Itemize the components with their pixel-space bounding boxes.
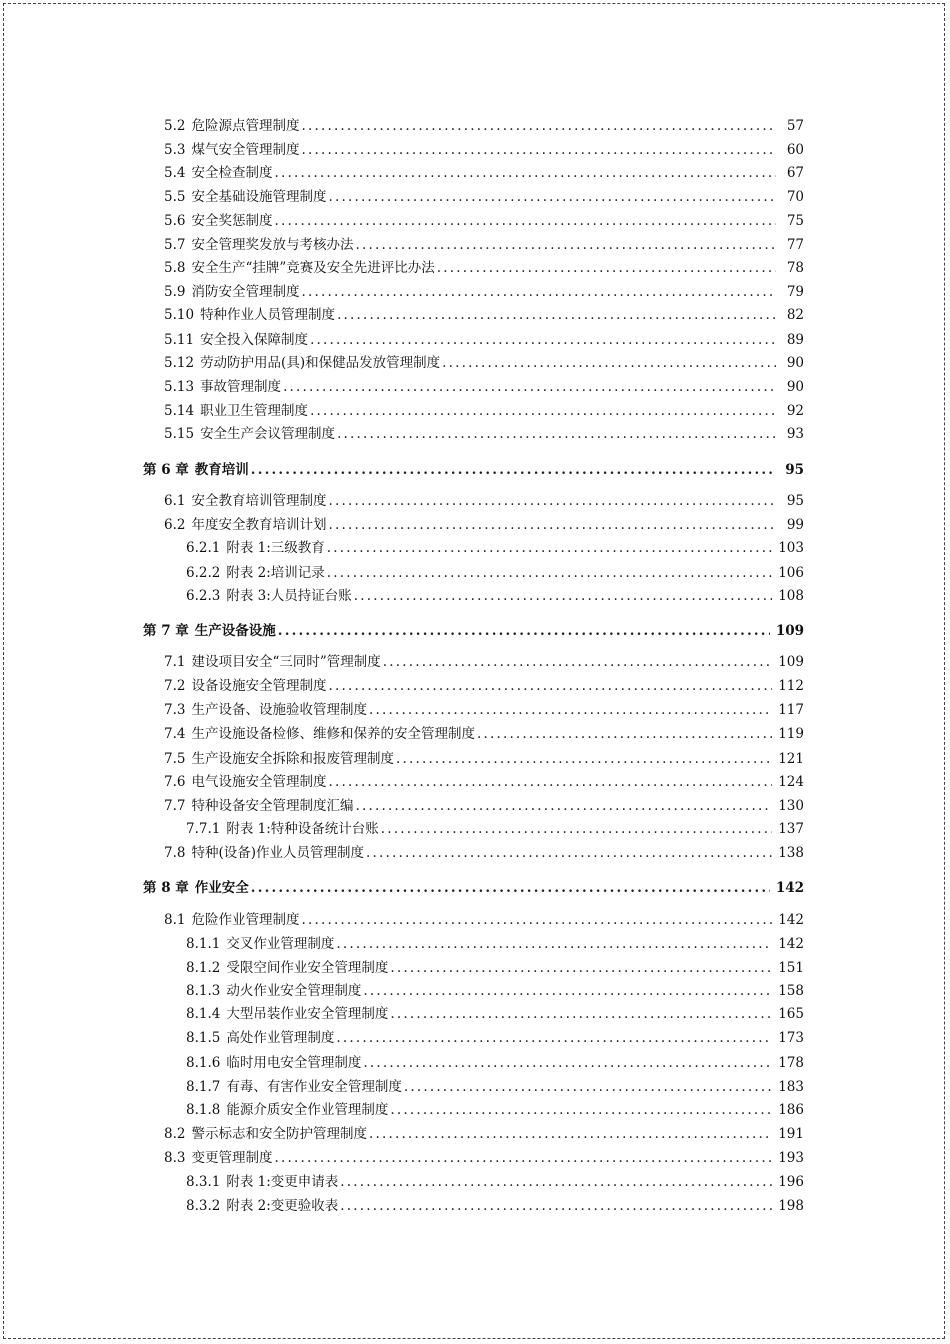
toc-entry[interactable] (164, 910, 804, 930)
toc-page: 90 (786, 379, 804, 395)
dot-leader (396, 749, 772, 769)
toc-entry[interactable] (164, 401, 804, 421)
toc-page: 57 (786, 118, 804, 134)
toc-title: 有毒、有害作业安全管理制度 (226, 1079, 402, 1095)
toc-title: 生产设施设备检修、维修和保养的安全管理制度 (191, 726, 475, 742)
dot-leader (340, 1196, 772, 1216)
toc-number: 5.14 (164, 403, 195, 419)
dot-leader (363, 1053, 772, 1073)
toc-entry[interactable] (186, 538, 804, 558)
toc-page: 137 (778, 821, 804, 837)
toc-entry[interactable] (164, 1124, 804, 1144)
toc-title: 年度安全教育培训计划 (191, 517, 327, 533)
toc-title: 能源介质安全作业管理制度 (226, 1102, 389, 1118)
toc-page: 191 (778, 1126, 804, 1142)
toc-title: 高处作业管理制度 (226, 1030, 335, 1046)
toc-title: 大型吊装作业安全管理制度 (226, 1006, 389, 1022)
dot-leader (369, 700, 772, 720)
chapter-title: 作业安全 (194, 880, 249, 896)
toc-title: 特种(设备)作业人员管理制度 (191, 845, 365, 861)
toc-page: 67 (786, 165, 804, 181)
dot-leader (366, 843, 772, 863)
toc-page: 138 (778, 845, 804, 861)
toc-number: 8.1.4 (186, 1006, 221, 1022)
toc-page: 119 (778, 726, 804, 742)
toc-title: 生产设备、设施验收管理制度 (191, 702, 367, 718)
toc-number: 6.2.1 (186, 540, 221, 556)
toc-title: 危险源点管理制度 (191, 118, 300, 134)
toc-entry[interactable] (164, 235, 804, 255)
toc-entry[interactable] (164, 377, 804, 397)
toc-page: 99 (786, 517, 804, 533)
toc-number: 8.1.6 (186, 1055, 221, 1071)
toc-title: 安全基础设施管理制度 (191, 189, 327, 205)
dot-leader (404, 1077, 772, 1097)
dot-leader (337, 305, 776, 325)
toc-page: 75 (786, 213, 804, 229)
toc-number: 8.1.3 (186, 983, 221, 999)
toc-entry[interactable] (164, 330, 804, 350)
toc-title: 设备设施安全管理制度 (191, 678, 327, 694)
chapter-number: 第 7 章 (143, 623, 189, 639)
chapter-title: 教育培训 (194, 462, 249, 478)
toc-page: 173 (778, 1030, 804, 1046)
toc-page: 79 (786, 284, 804, 300)
dot-leader (337, 424, 776, 444)
toc-entry[interactable] (186, 563, 804, 583)
toc-title: 安全奖惩制度 (191, 213, 273, 229)
toc-number: 5.4 (164, 165, 186, 181)
toc-entry[interactable] (164, 515, 804, 535)
toc-page: 196 (778, 1174, 804, 1190)
toc-page: 198 (778, 1198, 804, 1214)
toc-number: 7.7 (164, 798, 186, 814)
toc-entry[interactable] (164, 258, 804, 278)
toc-page: 82 (786, 307, 804, 323)
dot-leader (390, 1100, 772, 1120)
toc-number: 5.2 (164, 118, 186, 134)
toc-title: 附表 1:变更申请表 (226, 1174, 339, 1190)
toc-entry[interactable] (186, 1053, 804, 1073)
toc-title: 特种设备安全管理制度汇编 (191, 798, 354, 814)
toc-page: 151 (778, 960, 804, 976)
toc-entry[interactable] (164, 211, 804, 231)
toc-number: 7.7.1 (186, 821, 221, 837)
toc-entry[interactable] (186, 1004, 804, 1024)
toc-number: 5.11 (164, 332, 195, 348)
toc-number: 5.10 (164, 307, 195, 323)
dot-leader (327, 538, 772, 558)
toc-number: 6.2.3 (186, 588, 221, 604)
dot-leader (328, 187, 776, 207)
toc-page: 103 (778, 540, 804, 556)
dot-leader (355, 235, 776, 255)
dot-leader (355, 796, 772, 816)
toc-page: 109 (778, 654, 804, 670)
dot-leader (328, 772, 772, 792)
dot-leader (340, 1172, 772, 1192)
toc-title: 警示标志和安全防护管理制度 (191, 1126, 367, 1142)
toc-page: 95 (785, 462, 804, 478)
toc-entry[interactable] (164, 676, 804, 696)
dot-leader (328, 676, 772, 696)
toc-number: 5.15 (164, 426, 195, 442)
toc-title: 安全检查制度 (191, 165, 273, 181)
toc-page: 60 (786, 142, 804, 158)
dot-leader (301, 116, 776, 136)
toc-page: 106 (778, 565, 804, 581)
toc-number: 8.1.5 (186, 1030, 221, 1046)
dot-leader (477, 724, 772, 744)
dot-leader (274, 163, 776, 183)
toc-page: 142 (778, 912, 804, 928)
chapter-number: 第 8 章 (143, 880, 189, 896)
dot-leader (381, 819, 772, 839)
dot-leader (442, 353, 776, 373)
toc-entry[interactable] (186, 1100, 804, 1120)
toc-page: 109 (775, 623, 804, 639)
toc-entry[interactable] (164, 796, 804, 816)
toc-title: 附表 2:变更验收表 (226, 1198, 339, 1214)
toc-number: 7.5 (164, 751, 186, 767)
toc-page: 124 (778, 774, 804, 790)
toc-title: 安全教育培训管理制度 (191, 493, 327, 509)
toc-number: 7.1 (164, 654, 186, 670)
toc-title: 电气设施安全管理制度 (191, 774, 327, 790)
toc-title: 消防安全管理制度 (191, 284, 300, 300)
toc-number: 5.12 (164, 355, 195, 371)
toc-page: 142 (775, 880, 804, 896)
toc-entry[interactable] (164, 353, 804, 373)
toc-page: 78 (786, 260, 804, 276)
toc-number: 8.1.1 (186, 936, 221, 952)
chapter-title: 生产设备设施 (194, 623, 276, 639)
dot-leader (328, 515, 776, 535)
toc-page: 165 (778, 1006, 804, 1022)
toc-page: 158 (778, 983, 804, 999)
toc-title: 交叉作业管理制度 (226, 936, 335, 952)
toc-number: 5.13 (164, 379, 195, 395)
dot-leader (354, 586, 772, 606)
toc-page: 183 (778, 1079, 804, 1095)
toc-page: 142 (778, 936, 804, 952)
toc-title: 变更管理制度 (191, 1150, 273, 1166)
dot-leader (301, 140, 776, 160)
toc-entry[interactable] (186, 958, 804, 978)
toc-entry[interactable] (186, 586, 804, 606)
toc-entry[interactable] (164, 282, 804, 302)
toc-number: 7.3 (164, 702, 186, 718)
toc-entry[interactable] (186, 1196, 804, 1216)
toc-number: 7.2 (164, 678, 186, 694)
toc-entry[interactable] (164, 1148, 804, 1168)
dot-leader (278, 621, 770, 641)
toc-page: 186 (778, 1102, 804, 1118)
toc-number: 8.1.8 (186, 1102, 221, 1118)
dot-leader (437, 258, 776, 278)
toc-title: 建设项目安全“三同时”管理制度 (191, 654, 381, 670)
toc-entry[interactable] (164, 424, 804, 444)
toc-title: 附表 3:人员持证台账 (226, 588, 352, 604)
toc-number: 5.3 (164, 142, 186, 158)
dot-leader (251, 460, 776, 480)
toc-title: 附表 2:培训记录 (226, 565, 325, 581)
toc-entry[interactable] (186, 934, 804, 954)
toc-chapter[interactable] (143, 460, 804, 480)
toc-number: 7.6 (164, 774, 186, 790)
toc-number: 7.8 (164, 845, 186, 861)
toc-number: 5.8 (164, 260, 186, 276)
dot-leader (283, 377, 776, 397)
toc-entry[interactable] (164, 772, 804, 792)
toc-entry[interactable] (186, 981, 804, 1001)
toc-title: 动火作业安全管理制度 (226, 983, 362, 999)
toc-page: 112 (778, 678, 804, 694)
toc-chapter[interactable] (143, 621, 804, 641)
toc-number: 8.3 (164, 1150, 186, 1166)
toc-number: 8.1.2 (186, 960, 221, 976)
toc-chapter[interactable] (143, 878, 804, 898)
toc-entry[interactable] (186, 1172, 804, 1192)
dot-leader (328, 491, 776, 511)
toc-entry[interactable] (164, 491, 804, 511)
toc-page: 92 (786, 403, 804, 419)
dot-leader (301, 910, 772, 930)
toc-number: 6.2.2 (186, 565, 221, 581)
dot-leader (390, 1004, 772, 1024)
toc-title: 生产设施安全拆除和报废管理制度 (191, 751, 394, 767)
toc-number: 8.1.7 (186, 1079, 221, 1095)
toc-title: 煤气安全管理制度 (191, 142, 300, 158)
toc-number: 7.4 (164, 726, 186, 742)
dot-leader (310, 401, 776, 421)
dot-leader (363, 981, 772, 1001)
toc-entry[interactable] (164, 140, 804, 160)
toc-title: 事故管理制度 (200, 379, 282, 395)
dot-leader (390, 958, 772, 978)
toc-entry[interactable] (164, 700, 804, 720)
toc-entry[interactable] (164, 749, 804, 769)
toc-page: 90 (786, 355, 804, 371)
dot-leader (327, 563, 772, 583)
toc-number: 5.9 (164, 284, 186, 300)
toc-page: 121 (778, 751, 804, 767)
toc-page: 70 (786, 189, 804, 205)
dot-leader (301, 282, 776, 302)
toc-title: 附表 1:三级教育 (226, 540, 325, 556)
toc-number: 5.7 (164, 237, 186, 253)
toc-entry[interactable] (186, 1028, 804, 1048)
toc-title: 危险作业管理制度 (191, 912, 300, 928)
toc-number: 6.1 (164, 493, 186, 509)
toc-entry[interactable] (164, 163, 804, 183)
toc-entry[interactable] (164, 652, 804, 672)
dot-leader (274, 1148, 772, 1168)
toc-entry[interactable] (164, 305, 804, 325)
toc-page: 95 (786, 493, 804, 509)
toc-title: 附表 1:特种设备统计台账 (226, 821, 379, 837)
toc-number: 8.3.1 (186, 1174, 221, 1190)
toc-page: 193 (778, 1150, 804, 1166)
toc-title: 劳动防护用品(具)和保健品发放管理制度 (200, 355, 441, 371)
dot-leader (383, 652, 772, 672)
toc-number: 5.6 (164, 213, 186, 229)
toc-number: 6.2 (164, 517, 186, 533)
toc-page: 93 (786, 426, 804, 442)
toc-number: 8.2 (164, 1126, 186, 1142)
toc-page: 117 (778, 702, 804, 718)
dot-leader (274, 211, 776, 231)
toc-page: 130 (778, 798, 804, 814)
dot-leader (251, 878, 770, 898)
toc-title: 安全投入保障制度 (200, 332, 309, 348)
toc-page: 77 (786, 237, 804, 253)
toc-title: 特种作业人员管理制度 (200, 307, 336, 323)
toc-title: 安全生产会议管理制度 (200, 426, 336, 442)
toc-number: 8.3.2 (186, 1198, 221, 1214)
toc-title: 受限空间作业安全管理制度 (226, 960, 389, 976)
dot-leader (336, 934, 772, 954)
toc-entry[interactable] (164, 724, 804, 744)
toc-page: 108 (778, 588, 804, 604)
toc-number: 5.5 (164, 189, 186, 205)
toc-title: 职业卫生管理制度 (200, 403, 309, 419)
dot-leader (310, 330, 776, 350)
toc-title: 临时用电安全管理制度 (226, 1055, 362, 1071)
toc-number: 8.1 (164, 912, 186, 928)
dot-leader (369, 1124, 772, 1144)
toc-entry[interactable] (164, 116, 804, 136)
toc-entry[interactable] (164, 843, 804, 863)
toc-entry[interactable] (164, 187, 804, 207)
dot-leader (336, 1028, 772, 1048)
toc-page: 89 (786, 332, 804, 348)
chapter-number: 第 6 章 (143, 462, 189, 478)
toc-page: 178 (778, 1055, 804, 1071)
toc-entry[interactable] (186, 819, 804, 839)
toc-entry[interactable] (186, 1077, 804, 1097)
toc-title: 安全生产“挂牌”竞赛及安全先进评比办法 (191, 260, 435, 276)
toc-title: 安全管理奖发放与考核办法 (191, 237, 354, 253)
